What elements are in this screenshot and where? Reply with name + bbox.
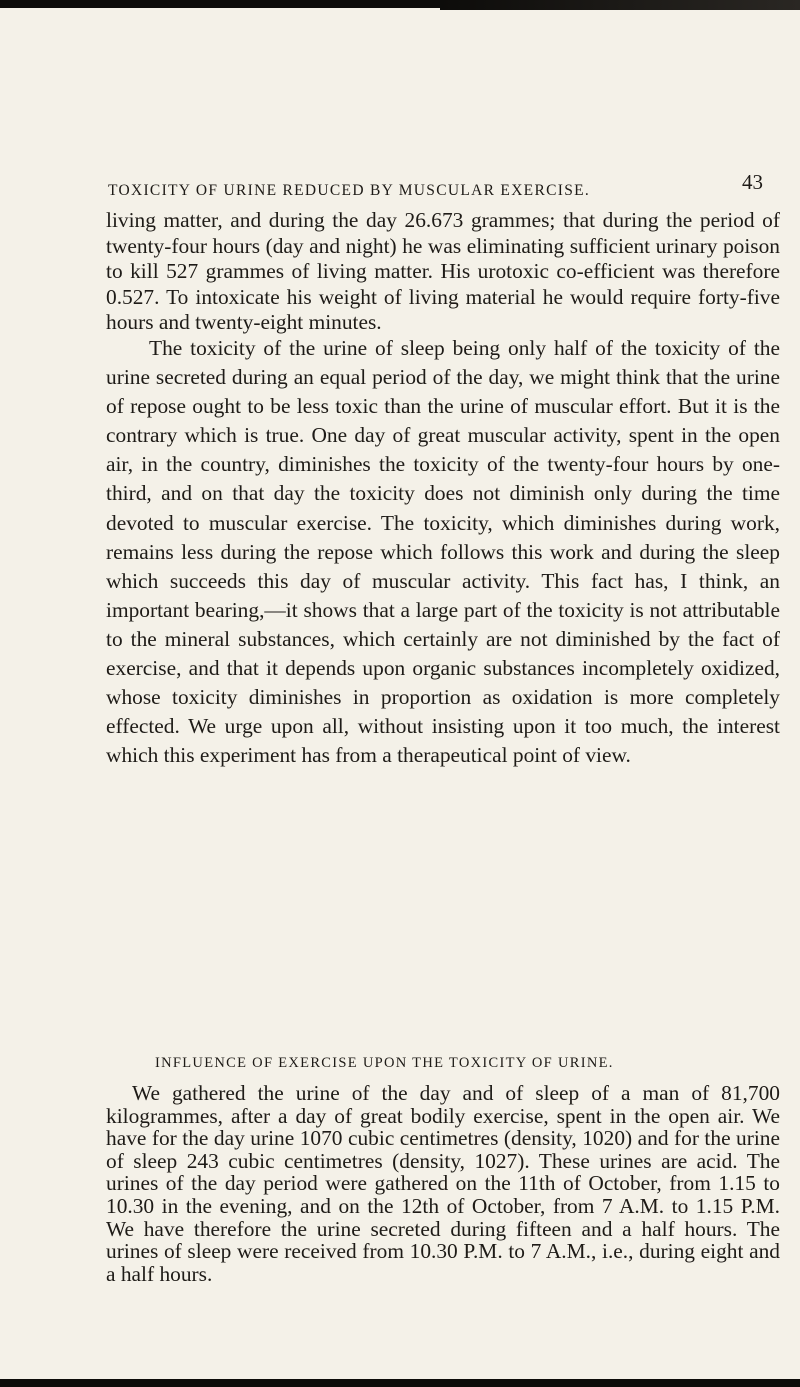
running-title: TOXICITY OF URINE REDUCED BY MUSCULAR EXERCISE. (108, 182, 591, 199)
page-number: 43 (742, 170, 763, 194)
paragraph-section-body (106, 1082, 780, 1285)
scan-bottom-edge (0, 1379, 800, 1387)
paragraph-sleep-toxicity-text: The toxicity of the urine of sleep being only half of the toxicity of the urine secreted during an equal period of the day, we might think that the urine of repose ought to be less toxic than the urine of muscular effort. But it is the contrary which is true. One day of great muscular activity, spent in the open air, in the country, diminishes the toxicity of the twenty-four hours by one-third, and on that day the toxicity does not diminish only during the time devoted to muscular exercise. The toxicity, which diminishes during work, remains less during the repose which follows this work and during the sleep which succeeds this day of muscular activity. This fact has, I think, an important bearing,—it shows that a large part of the toxicity is not attributable to the mineral substances, which certainly are not diminished by the fact of exercise, and that it depends upon organic substances incompletely oxidized, whose toxicity diminishes in proportion as oxidation is more completely effected. We urge upon all, without insisting upon it too much, the interest which this experiment has from a therapeutical point of view. (106, 336, 780, 768)
section-heading: INFLUENCE OF EXERCISE UPON THE TOXICITY OF URINE. (155, 1055, 614, 1071)
paragraph-section-body-text: We gathered the urine of the day and of sleep of a man of 81,700 kilogrammes, after a day of great bodily exercise, spent in the open air. We have for the day urine 1070 cubic centimetres (density, 1020) and for the urine of sleep 243 cubic centimetres (density, 1027). These urines are acid. The urines of the day period were gathered on the 11th of October, from 1.15 to 10.30 in the evening, and on the 12th of October, from 7 A.M. to 1.15 P.M. We have therefore the urine secreted during fifteen and a half hours. The urines of sleep were received from 10.30 P.M. to 7 A.M., i.e., during eight and a half hours. (106, 1081, 780, 1286)
paragraph-continuation: living matter, and during the day 26.673 grammes; that during the period of twenty-four hours (day and night) he was eliminating sufficient urinary poison to kill 527 grammes of living matter. His urotoxic co-efficient was therefore 0.527. To intoxicate his weight of living material he would require forty-five hours and twenty-eight minutes. (106, 208, 780, 335)
scan-top-edge-shadow (440, 0, 800, 10)
running-head (108, 170, 768, 202)
paragraph-sleep-toxicity (106, 334, 780, 770)
